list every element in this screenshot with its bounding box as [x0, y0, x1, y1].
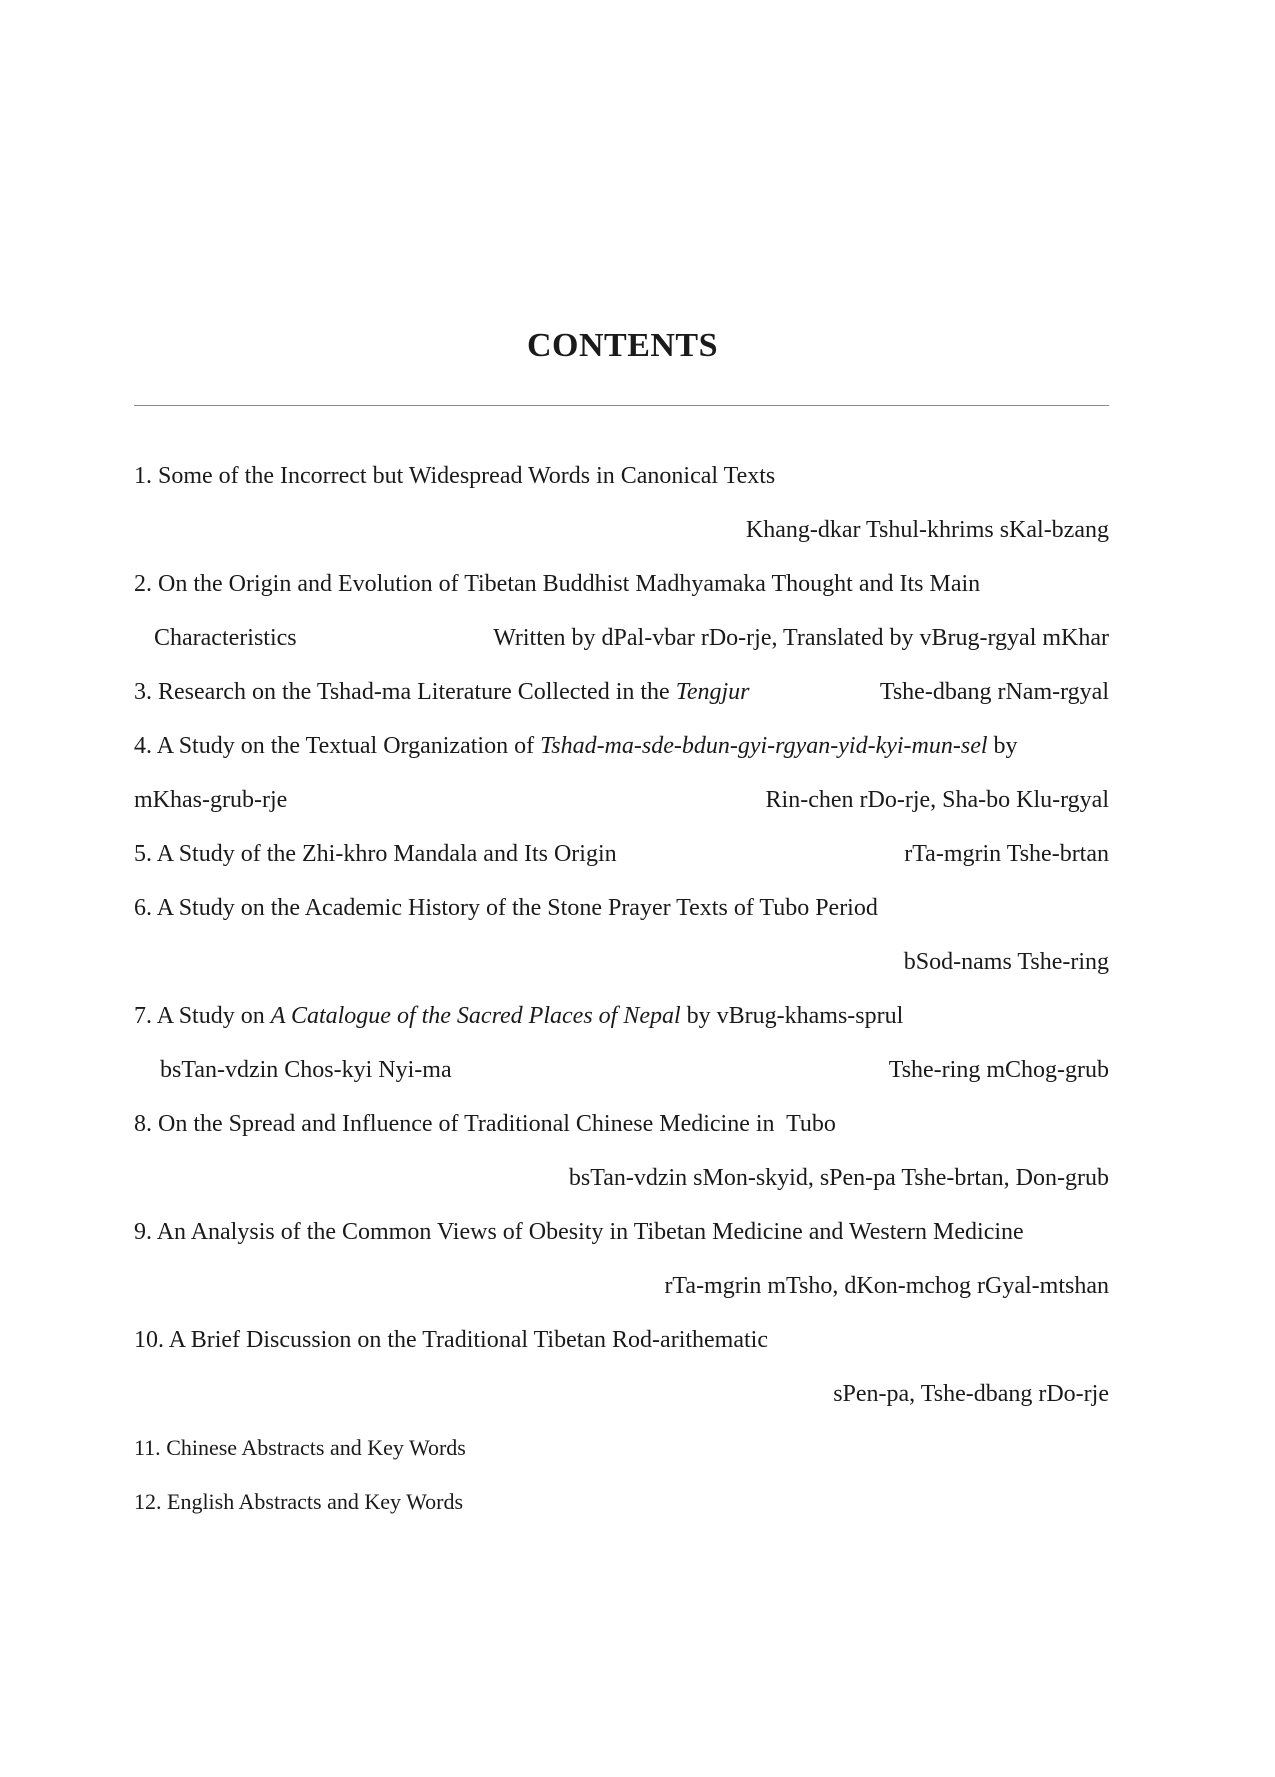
entry-title: On the Origin and Evolution of Tibetan Buddhist Madhyamaka Thought and Its Main — [158, 571, 981, 597]
entry-author: bsTan-vdzin sMon-skyid, sPen-pa Tshe-brtan, Don-grub — [568, 1165, 1109, 1191]
entry-title-continued: Characteristics — [154, 625, 297, 651]
toc-entry-1-author — [134, 513, 1109, 547]
toc-entry-6-author — [134, 945, 1109, 979]
entry-title: An Analysis of the Common Views of Obesity in Tibetan Medicine and Western Medicine — [156, 1219, 1024, 1245]
entry-author: bSod-nams Tshe-ring — [903, 949, 1109, 975]
toc-entry-10-author — [134, 1377, 1109, 1411]
toc-entry-2-title — [134, 567, 1109, 601]
entry-title: Chinese Abstracts and Key Words — [166, 1435, 466, 1460]
page-title: CONTENTS — [526, 327, 719, 364]
toc-entry-8-author — [134, 1161, 1109, 1195]
toc-entry-9-author — [134, 1269, 1109, 1303]
entry-number: 7. — [134, 1003, 152, 1029]
entry-title-italic: Tshad-ma-sde-bdun-gyi-rgyan-yid-kyi-mun-sel — [540, 733, 988, 759]
entry-number: 11. — [134, 1435, 161, 1460]
entry-author: Tshe-dbang rNam-rgyal — [879, 679, 1109, 705]
entry-number: 9. — [134, 1219, 152, 1245]
toc-entry-8-title — [134, 1107, 1109, 1141]
entry-number: 1. — [134, 463, 152, 489]
entry-title: English Abstracts and Key Words — [167, 1489, 464, 1514]
toc-entry-2-author — [134, 621, 1109, 655]
entry-author: sPen-pa, Tshe-dbang rDo-rje — [833, 1381, 1109, 1407]
toc-entry-11 — [134, 1431, 1109, 1465]
toc-entry-1-title — [134, 459, 1109, 493]
entry-title-suffix: by — [987, 733, 1018, 759]
entry-title: A Study on the Academic History of the Stone Prayer Texts of Tubo Period — [156, 895, 878, 921]
entry-number: 2. — [134, 571, 152, 597]
entry-author: rTa-mgrin Tshe-brtan — [904, 841, 1109, 867]
entry-number: 3. — [134, 679, 152, 705]
entry-author: Tshe-ring mChog-grub — [888, 1057, 1109, 1083]
title-divider — [134, 405, 1109, 406]
entry-title: A Study of the Zhi-khro Mandala and Its Origin — [156, 841, 617, 867]
entry-title: A Brief Discussion on the Traditional Tibetan Rod-arithematic — [168, 1327, 768, 1353]
toc-entry-9-title — [134, 1215, 1109, 1249]
toc-entry-7-title — [134, 999, 1109, 1033]
entry-title-italic: A Catalogue of the Sacred Places of Nepal — [270, 1003, 681, 1029]
entry-number: 6. — [134, 895, 152, 921]
entry-title-suffix: by vBrug-khams-sprul — [680, 1003, 904, 1029]
entry-title: A Study on — [156, 1003, 271, 1029]
entry-title: A Study on the Textual Organization of — [156, 733, 541, 759]
entry-title-continued: bsTan-vdzin Chos-kyi Nyi-ma — [160, 1057, 452, 1083]
entry-number: 12. — [134, 1489, 162, 1514]
entry-number: 10. — [134, 1327, 164, 1353]
entry-title-continued: mKhas-grub-rje — [134, 787, 288, 813]
entry-author: Khang-dkar Tshul-khrims sKal-bzang — [745, 517, 1109, 543]
toc-entry-4-author — [134, 783, 1109, 817]
toc-entry-12 — [134, 1485, 1109, 1519]
entry-author: Rin-chen rDo-rje, Sha-bo Klu-rgyal — [765, 787, 1109, 813]
entry-title-italic: Tengjur — [675, 679, 750, 705]
entry-author: Written by dPal-vbar rDo-rje, Translated by vBrug-rgyal mKhar — [493, 625, 1109, 651]
toc-entry-10-title — [134, 1323, 1109, 1357]
entry-number: 4. — [134, 733, 152, 759]
entry-number: 8. — [134, 1111, 152, 1137]
entry-author: rTa-mgrin mTsho, dKon-mchog rGyal-mtshan — [664, 1273, 1109, 1299]
toc-entry-4-title — [134, 729, 1109, 763]
entry-title: Some of the Incorrect but Widespread Words in Canonical Texts — [158, 463, 776, 489]
toc-entry-5 — [134, 837, 1109, 871]
entry-number: 5. — [134, 841, 152, 867]
entry-title: On the Spread and Influence of Traditional Chinese Medicine in Tubo — [158, 1111, 836, 1137]
entry-title: Research on the Tshad-ma Literature Collected in the — [158, 679, 676, 705]
toc-entry-7-author — [134, 1053, 1109, 1087]
toc-entry-3 — [134, 675, 1109, 709]
toc-entry-6-title — [134, 891, 1109, 925]
